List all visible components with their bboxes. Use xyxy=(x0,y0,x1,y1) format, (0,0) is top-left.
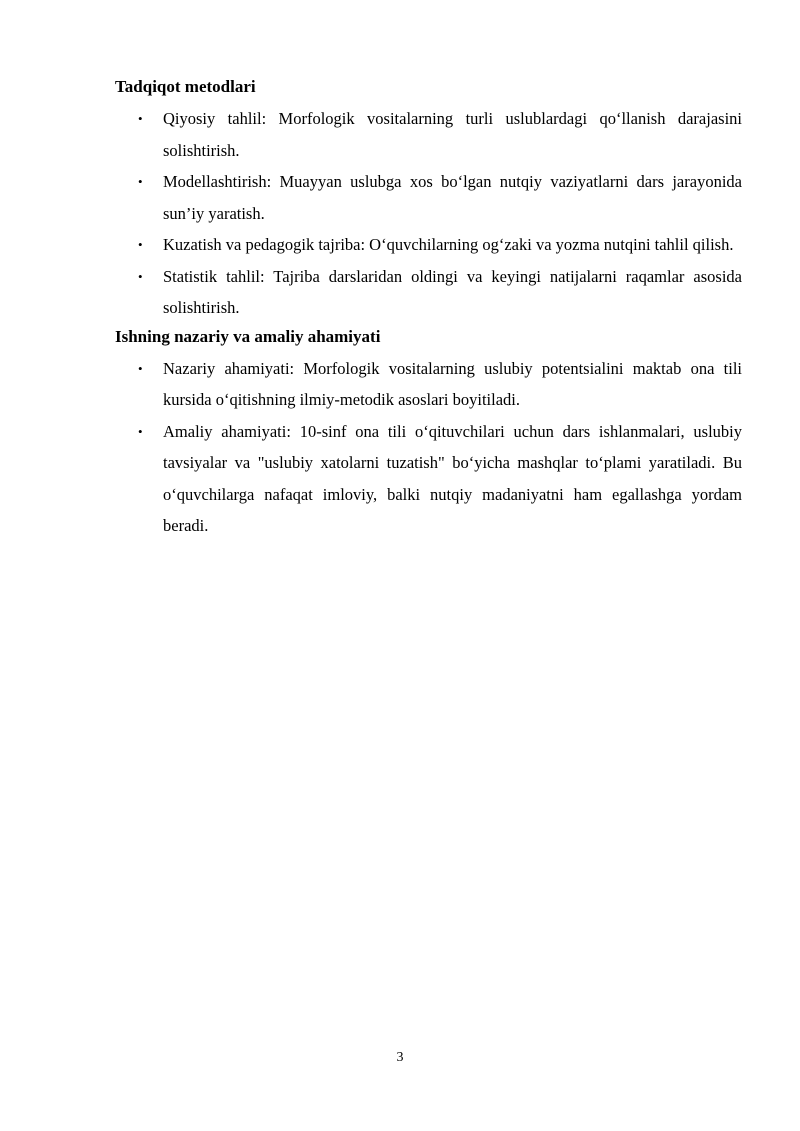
list-item xyxy=(115,261,742,324)
page-content xyxy=(115,76,742,542)
list-item-text: Qiyosiy tahlil: Morfologik vositalarning turli uslublardagi qo‘llanish darajasini solishtirish. xyxy=(163,109,742,160)
list-item-text: Amaliy ahamiyati: 10-sinf ona tili o‘qituvchilari uchun dars ishlanmalari, uslubiy tavsiyalar va "uslubiy xatolarni tuzatish" bo‘yicha mashqlar to‘plami yaratiladi. Bu o‘quvchilarga nafaqat imloviy, balki nutqiy madaniyatni ham egallashga yordam beradi. xyxy=(163,421,742,535)
bullet-icon: • xyxy=(138,111,143,126)
bullet-icon: • xyxy=(138,237,143,252)
list-item-text: Modellashtirish: Muayyan uslubga xos bo‘lgan nutqiy vaziyatlarni dars jarayonida sun’iy yaratish. xyxy=(163,172,742,223)
list-item-text: Nazariy ahamiyati: Morfologik vositalarning uslubiy potentsialini maktab ona tili kursida o‘qitishning ilmiy-metodik asoslari boyitiladi. xyxy=(163,358,742,409)
bullet-icon: • xyxy=(138,423,143,439)
bullet-icon: • xyxy=(138,360,143,376)
page-number: 3 xyxy=(396,1050,404,1065)
bullet-icon: • xyxy=(138,174,143,189)
section-heading-methods: Tadqiqot metodlari xyxy=(115,77,256,96)
list-item-text: Kuzatish va pedagogik tajriba: O‘quvchilarning og‘zaki va yozma nutqini tahlil qilish. xyxy=(163,235,734,254)
significance-list xyxy=(115,353,742,542)
list-item xyxy=(115,353,742,416)
bullet-icon: • xyxy=(138,268,143,284)
methods-list xyxy=(115,103,742,324)
list-item-text: Statistik tahlil: Tajriba darslaridan oldingi va keyingi natijalarni raqamlar asosida solishtirish. xyxy=(163,266,742,317)
list-item xyxy=(115,229,742,261)
list-item xyxy=(115,166,742,229)
list-item xyxy=(115,103,742,166)
list-item xyxy=(115,416,742,542)
section-heading-significance: Ishning nazariy va amaliy ahamiyati xyxy=(115,326,381,346)
